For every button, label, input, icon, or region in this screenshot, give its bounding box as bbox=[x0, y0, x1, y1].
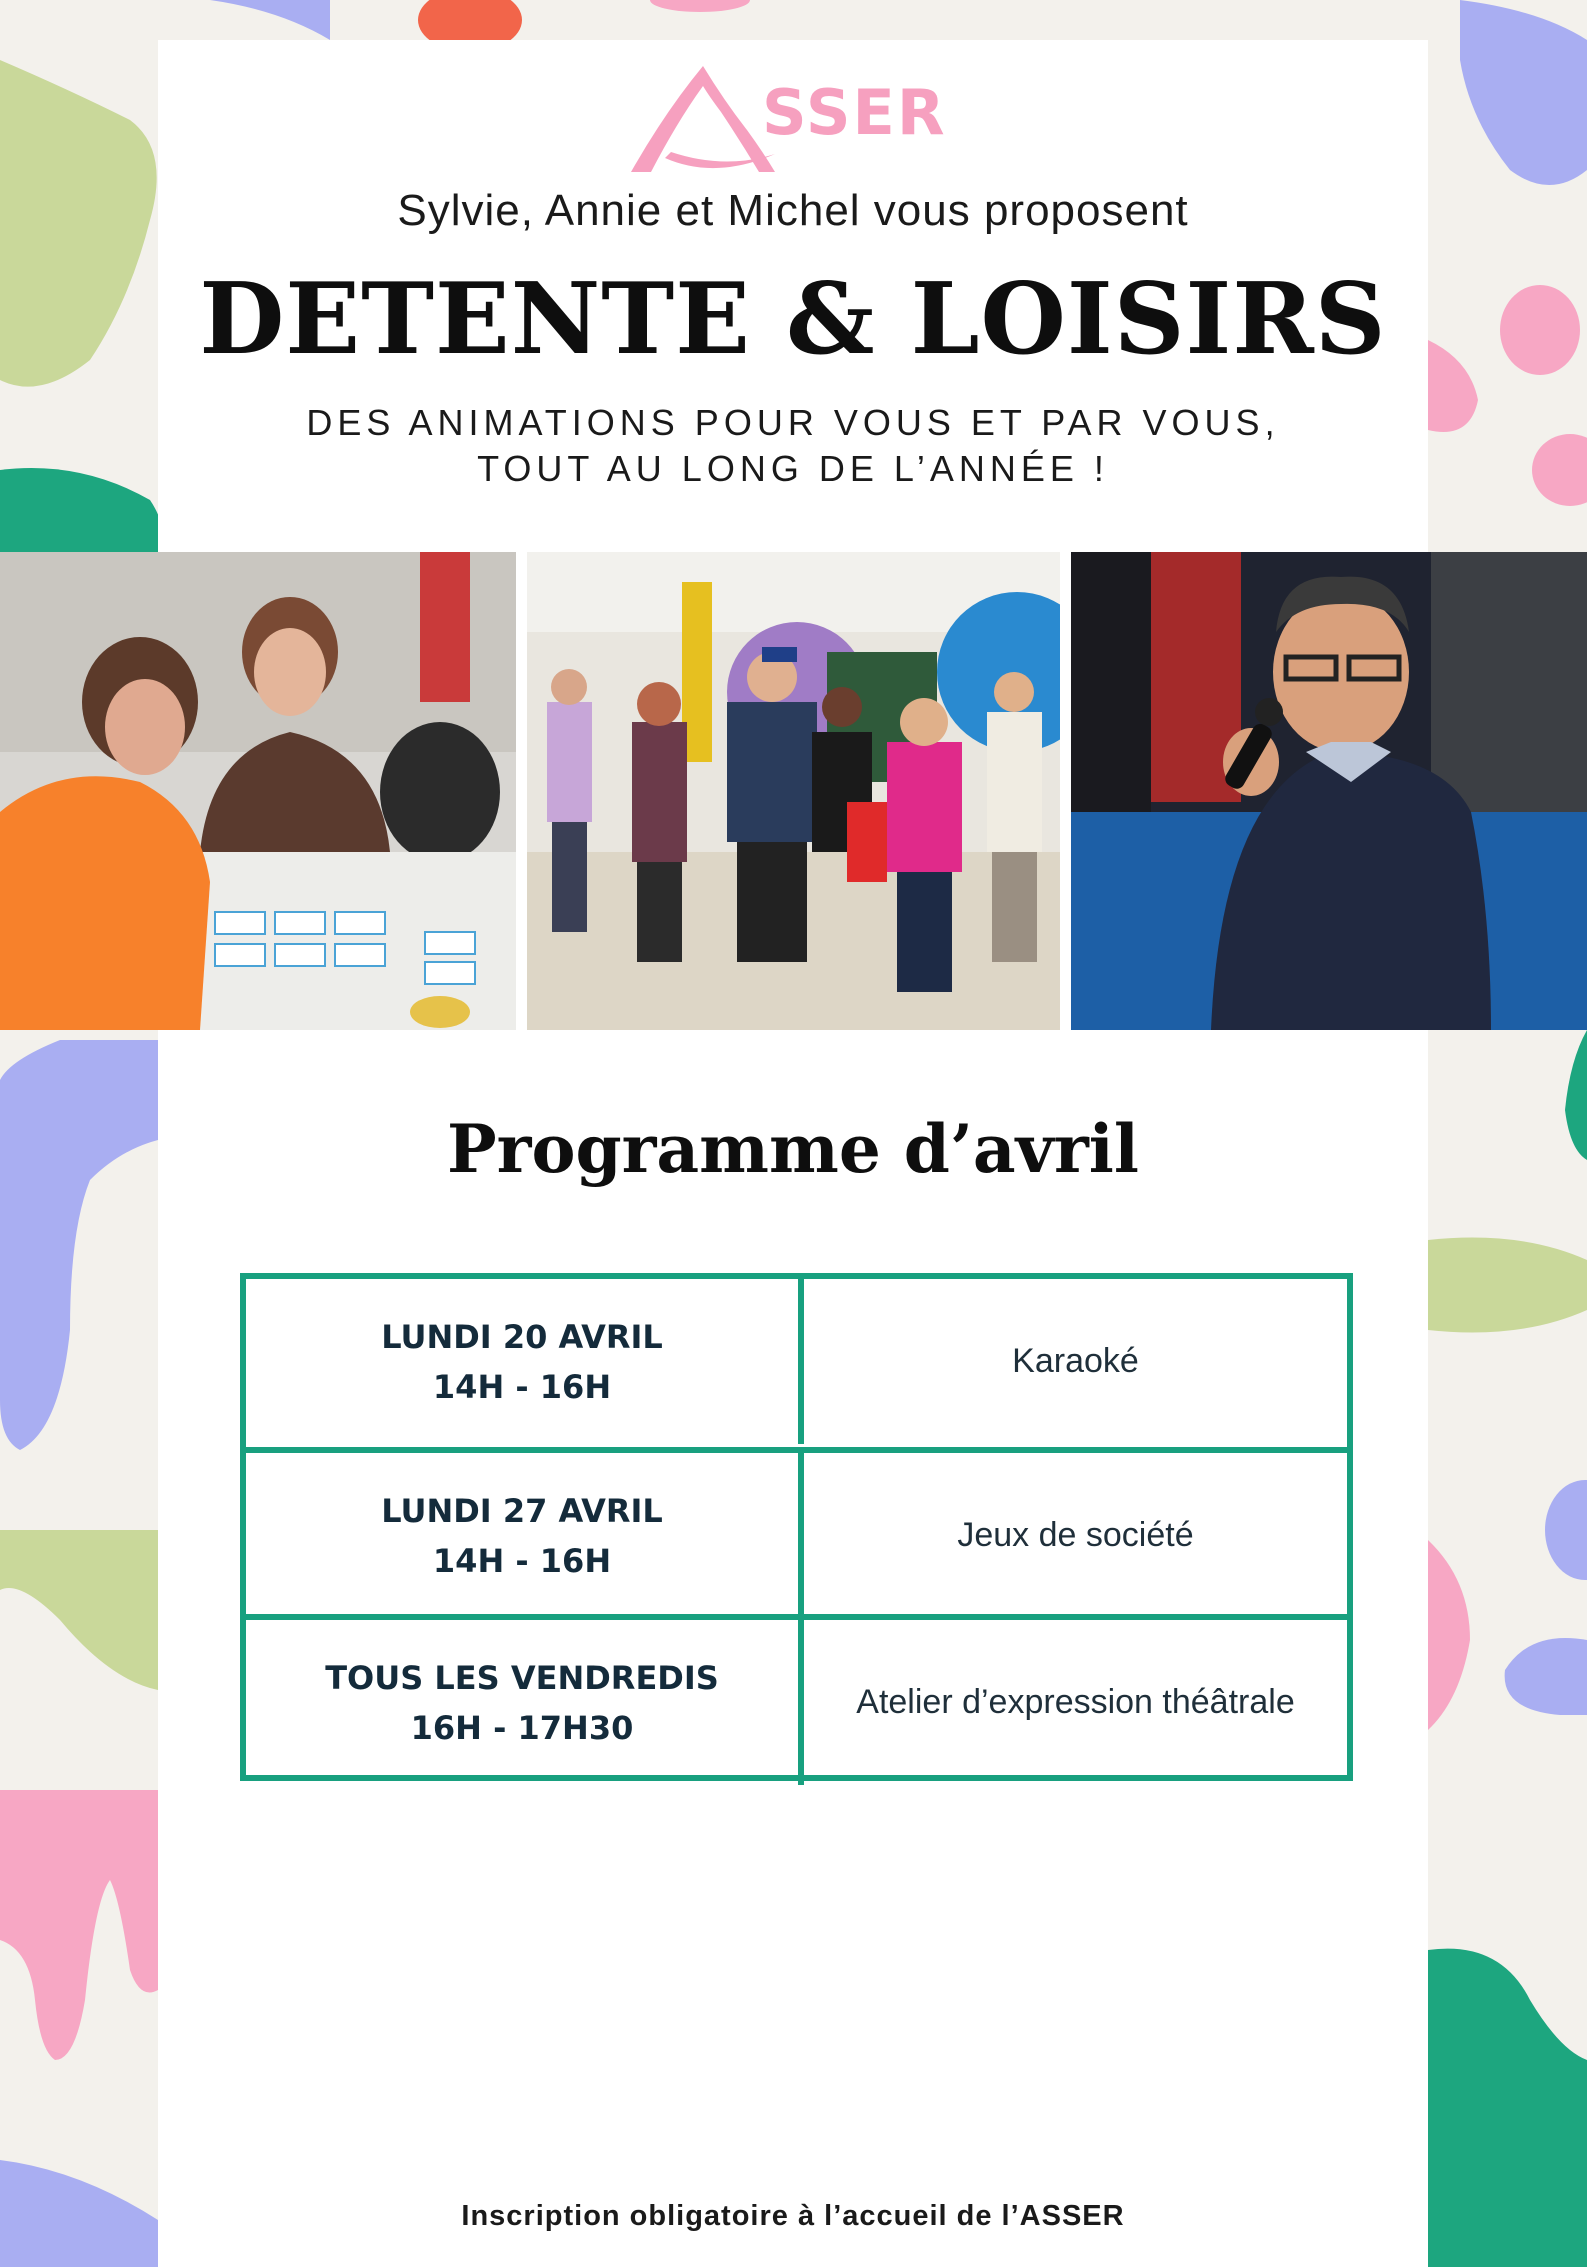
date-cell bbox=[246, 1453, 804, 1618]
registration-note: Inscription obligatoire à l’accueil de l’ASSER bbox=[461, 2200, 1125, 2232]
event-date: LUNDI 20 AVRIL bbox=[381, 1317, 663, 1356]
table-row bbox=[246, 1447, 1347, 1618]
photo-karaoke-singer bbox=[1071, 552, 1587, 1030]
tagline-line-1: DES ANIMATIONS POUR VOUS ET PAR VOUS, bbox=[306, 402, 1280, 443]
event-date: TOUS LES VENDREDIS bbox=[325, 1658, 719, 1697]
date-cell bbox=[246, 1279, 804, 1444]
photo-board-game bbox=[0, 552, 516, 1030]
date-cell bbox=[246, 1620, 804, 1785]
event-activity: Jeux de société bbox=[957, 1516, 1194, 1554]
tagline-line-2: TOUT AU LONG DE L’ANNÉE ! bbox=[477, 448, 1109, 489]
event-time: 16H - 17H30 bbox=[410, 1708, 634, 1747]
program-title: Programme d’avril bbox=[447, 1110, 1139, 1188]
subtitle: Sylvie, Annie et Michel vous proposent bbox=[397, 186, 1189, 235]
event-time: 14H - 16H bbox=[432, 1541, 612, 1580]
photo-strip bbox=[0, 552, 1587, 1030]
schedule-table bbox=[240, 1273, 1353, 1781]
event-activity: Karaoké bbox=[1012, 1342, 1139, 1380]
page-title: DETENTE & LOISIRS bbox=[199, 262, 1387, 377]
event-activity: Atelier d’expression théâtrale bbox=[856, 1683, 1295, 1721]
activity-cell bbox=[804, 1620, 1347, 1785]
table-row bbox=[246, 1614, 1347, 1785]
photo-group-activity bbox=[527, 552, 1060, 1030]
table-row bbox=[246, 1279, 1347, 1444]
event-time: 14H - 16H bbox=[432, 1367, 612, 1406]
activity-cell bbox=[804, 1279, 1347, 1444]
event-date: LUNDI 27 AVRIL bbox=[381, 1491, 663, 1530]
activity-cell bbox=[804, 1453, 1347, 1618]
logo-text: SSER bbox=[762, 76, 947, 149]
